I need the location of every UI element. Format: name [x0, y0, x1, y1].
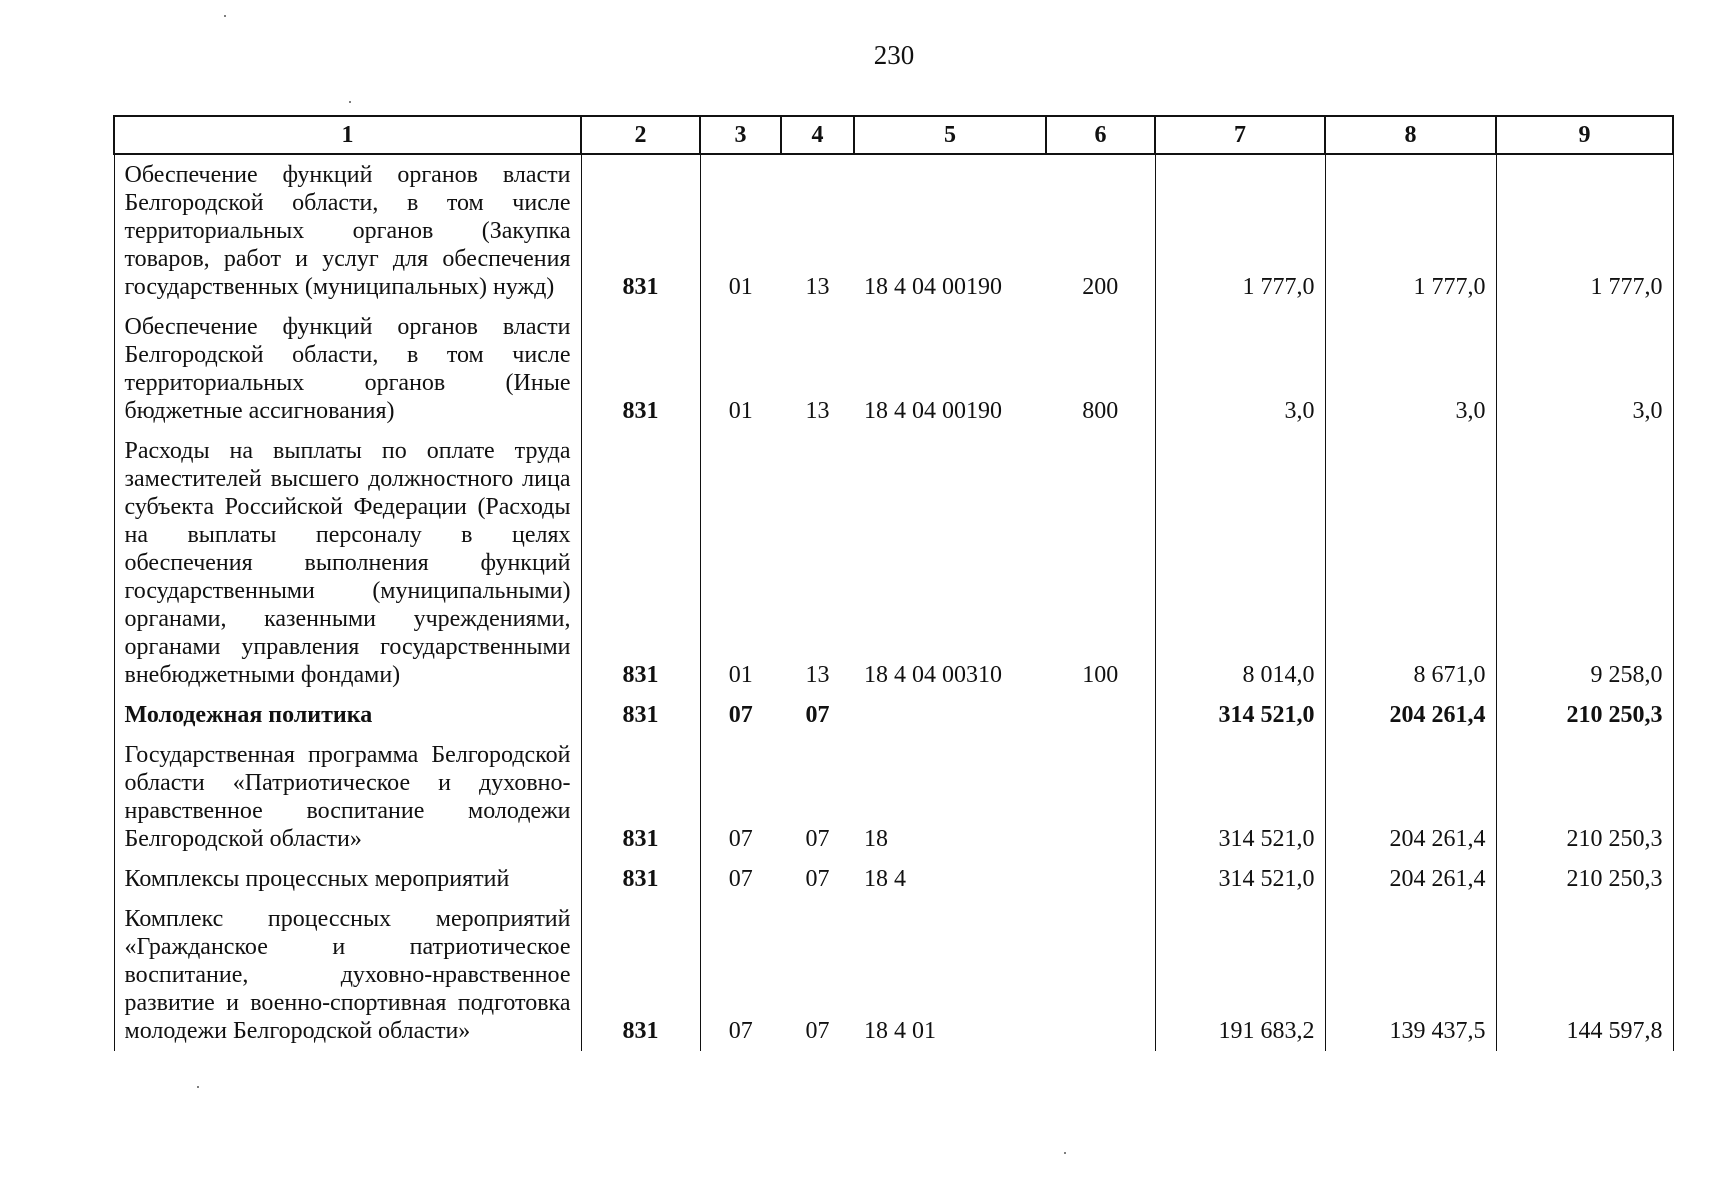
header-col-8: 8: [1325, 116, 1496, 154]
header-col-3: 3: [700, 116, 781, 154]
row-year2: 204 261,4: [1325, 859, 1496, 899]
header-col-4: 4: [781, 116, 854, 154]
row-year3: 210 250,3: [1496, 695, 1673, 735]
row-vr: 200: [1046, 154, 1155, 307]
row-ved: 831: [581, 307, 700, 431]
row-pr: 13: [805, 274, 830, 300]
row-year2: 8 671,0: [1325, 431, 1496, 695]
row-ved: 831: [581, 695, 700, 735]
row-ved: 831: [581, 735, 700, 859]
row-ved: 831: [581, 154, 700, 307]
row-vr: [1046, 899, 1155, 1051]
row-csr: [854, 695, 1046, 735]
row-vr: [1046, 735, 1155, 859]
row-pr: 07: [805, 702, 830, 728]
row-vr: 100: [1046, 431, 1155, 695]
row-name: Комплекс процессных мероприятий «Гражданское и патриотическое воспитание, духовно-нравственное развитие и военно-спортивная подготовка молодежи Белгородской области»: [114, 899, 581, 1051]
row-rz: 01: [700, 154, 781, 307]
row-rz: 07: [700, 899, 781, 1051]
row-ved: 831: [581, 899, 700, 1051]
row-name: Обеспечение функций органов власти Белгородской области, в том числе территориальных органов (Иные бюджетные ассигнования): [114, 307, 581, 431]
row-pr: 13: [805, 662, 830, 688]
row-name: Обеспечение функций органов власти Белгородской области, в том числе территориальных органов (Закупка товаров, работ и услуг для обеспечения государственных (муниципальных) нужд): [114, 154, 581, 307]
row-csr: 18 4 04 00190: [864, 274, 1002, 300]
page-number: 230: [873, 40, 915, 70]
scan-speck: [349, 101, 351, 103]
table-row-section: [114, 695, 1673, 735]
table-row: [114, 307, 1673, 431]
scan-speck: [224, 15, 226, 17]
table-row: [114, 859, 1673, 899]
scan-speck: [197, 1086, 199, 1088]
row-rz: 07: [700, 859, 781, 899]
row-csr: 18 4: [864, 866, 906, 892]
row-ved: 831: [581, 859, 700, 899]
row-pr: 07: [805, 1018, 830, 1044]
row-vr: [1046, 695, 1155, 735]
budget-table-container: [113, 115, 1672, 1051]
row-year2: 204 261,4: [1325, 695, 1496, 735]
row-year2: 139 437,5: [1325, 899, 1496, 1051]
budget-table: [113, 115, 1674, 1051]
row-rz: 01: [700, 307, 781, 431]
table-row: [114, 735, 1673, 859]
row-name: Государственная программа Белгородской области «Патриотическое и духовно-нравственное воспитание молодежи Белгородской области»: [114, 735, 581, 859]
row-year2: 1 777,0: [1325, 154, 1496, 307]
row-pr: 13: [805, 398, 830, 424]
row-year1: 8 014,0: [1155, 431, 1325, 695]
table-row: [114, 431, 1673, 695]
row-rz: 01: [700, 431, 781, 695]
row-year1: 314 521,0: [1155, 735, 1325, 859]
row-year1: 314 521,0: [1155, 695, 1325, 735]
row-pr: 07: [805, 866, 830, 892]
row-year2: 3,0: [1325, 307, 1496, 431]
row-vr: [1046, 859, 1155, 899]
row-name: Расходы на выплаты по оплате труда заместителей высшего должностного лица субъекта Российской Федерации (Расходы на выплаты персоналу в целях обеспечения выполнения функций государственными (муниципальными) органами, казенными учреждениями, органами управления государственными внебюджетными фондами): [114, 431, 581, 695]
row-year2: 204 261,4: [1325, 735, 1496, 859]
header-col-5: 5: [854, 116, 1046, 154]
row-year3: 144 597,8: [1496, 899, 1673, 1051]
row-year3: 1 777,0: [1496, 154, 1673, 307]
row-rz: 07: [700, 695, 781, 735]
header-col-1: 1: [114, 116, 581, 154]
row-csr: 18 4 04 00190: [864, 398, 1002, 424]
row-name: Комплексы процессных мероприятий: [114, 859, 581, 899]
table-row: [114, 899, 1673, 1051]
row-year3: 3,0: [1496, 307, 1673, 431]
row-year3: 9 258,0: [1496, 431, 1673, 695]
header-col-6: 6: [1046, 116, 1155, 154]
row-csr: 18: [864, 826, 888, 852]
row-year1: 3,0: [1155, 307, 1325, 431]
row-year1: 314 521,0: [1155, 859, 1325, 899]
row-rz: 07: [700, 735, 781, 859]
scan-speck: [1064, 1152, 1066, 1154]
row-vr: 800: [1046, 307, 1155, 431]
row-csr: 18 4 04 00310: [864, 662, 1002, 688]
header-row: [114, 116, 1673, 154]
row-year3: 210 250,3: [1496, 859, 1673, 899]
row-year3: 210 250,3: [1496, 735, 1673, 859]
header-col-2: 2: [581, 116, 700, 154]
row-year1: 191 683,2: [1155, 899, 1325, 1051]
header-col-9: 9: [1496, 116, 1673, 154]
table-row: [114, 154, 1673, 307]
row-pr: 07: [805, 826, 830, 852]
row-csr: 18 4 01: [864, 1018, 936, 1044]
row-year1: 1 777,0: [1155, 154, 1325, 307]
row-ved: 831: [581, 431, 700, 695]
row-name: Молодежная политика: [114, 695, 581, 735]
header-col-7: 7: [1155, 116, 1325, 154]
